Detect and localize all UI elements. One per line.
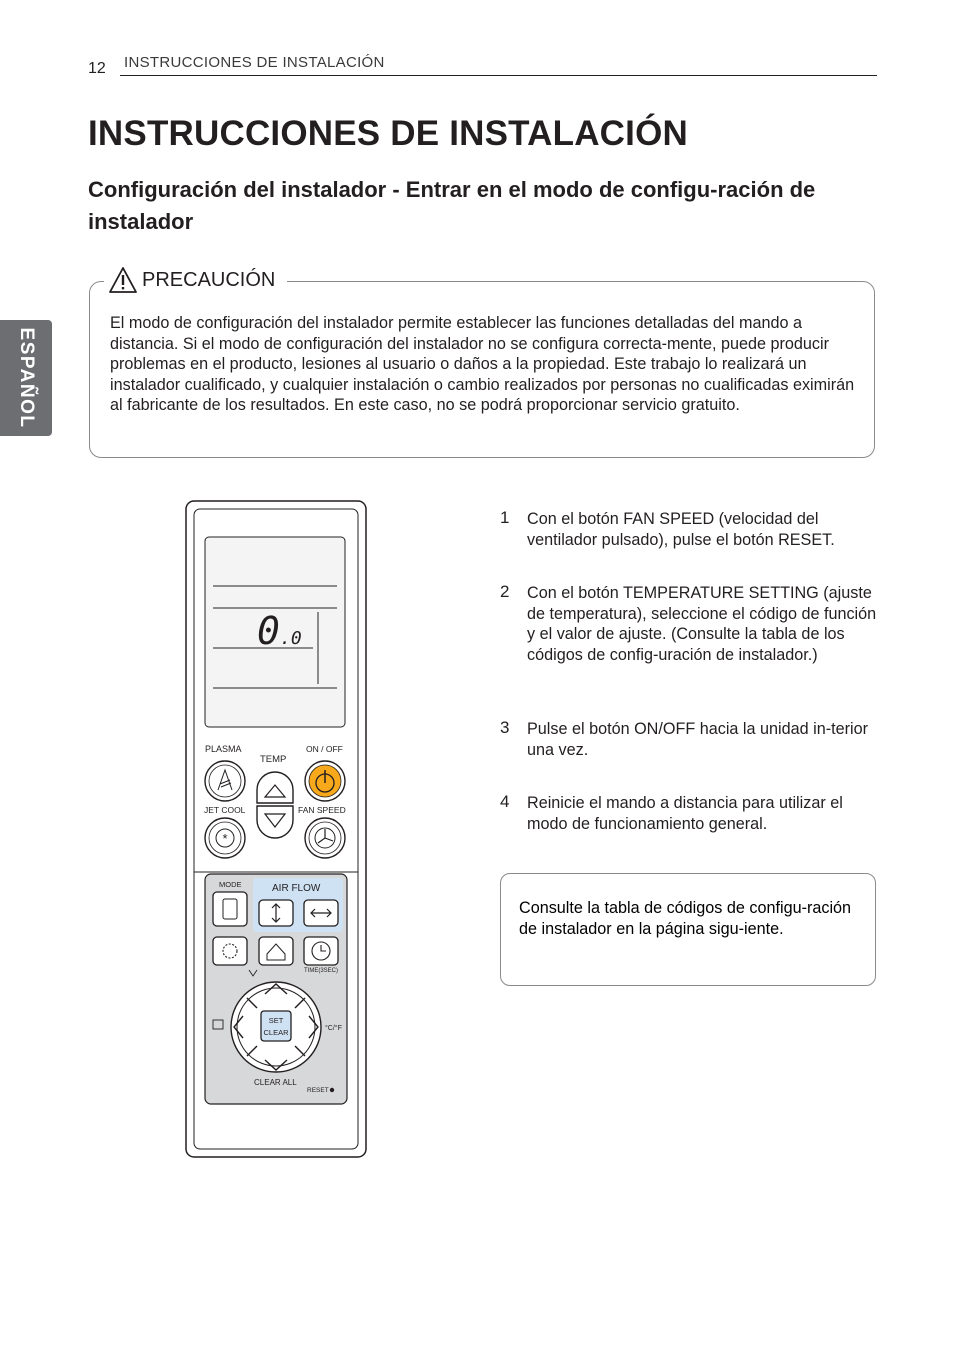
temp-unit-label: °C/°F — [325, 1025, 342, 1032]
jet-cool-label: JET COOL — [204, 805, 246, 815]
function-button[interactable] — [213, 937, 247, 965]
air-flow-horizontal-button[interactable] — [304, 900, 338, 926]
reset-button[interactable] — [330, 1088, 334, 1092]
caution-label: PRECAUCIÓN — [142, 268, 276, 291]
air-flow-label: AIR FLOW — [272, 883, 321, 894]
air-flow-vertical-button[interactable] — [259, 900, 293, 926]
time-label: TIME(3SEC) — [304, 968, 339, 974]
step-number: 2 — [500, 582, 510, 601]
on-off-label: ON / OFF — [306, 744, 343, 754]
page-title: INSTRUCCIONES DE INSTALACIÓN — [88, 114, 688, 153]
step-text: Con el botón FAN SPEED (velocidad del ventilador pulsado), pulse el botón RESET. — [527, 510, 835, 549]
header-rule — [120, 75, 877, 76]
step-number: 4 — [500, 792, 510, 811]
remote-control-illustration — [185, 500, 367, 1158]
running-title: INSTRUCCIONES DE INSTALACIÓN — [124, 54, 385, 71]
plasma-label: PLASMA — [205, 744, 242, 754]
caution-text: El modo de configuración del instalador permite establecer las funciones detalladas del mando a distancia. Si el modo de configuración del instalador no se configura correcta-mente, puede producir problemas en el producto, lesiones al usuario o daños a la propiedad. Este trabajo lo realizará un instalador cualificado, y cualquier instalación o cambio realizados por personas no cualificadas eximirán al fabricante de los resultados. En este caso, no se podrá proporcionar servicio gratuito. — [110, 314, 855, 415]
step-text: Con el botón TEMPERATURE SETTING (ajuste de temperatura), seleccione el código de función y el valor de ajuste. (Consulte la tabla de los códigos de config-uración de instalador.) — [527, 584, 877, 664]
temp-down-button[interactable] — [257, 806, 293, 838]
lcd-display — [205, 537, 345, 727]
language-tab — [0, 320, 52, 436]
step-text: Pulse el botón ON/OFF hacia la unidad in-terior una vez. — [527, 720, 869, 759]
clear-all-label: CLEAR ALL — [254, 1078, 297, 1087]
page-number: 12 — [88, 60, 106, 77]
mode-label: MODE — [219, 880, 242, 889]
temp-label: TEMP — [260, 754, 287, 765]
lcd-sub-digit: .0 — [280, 628, 302, 649]
jet-cool-button[interactable] — [205, 818, 245, 858]
language-tab-label: ESPAÑOL — [16, 327, 37, 429]
fan-speed-button[interactable] — [305, 818, 345, 858]
step-number: 3 — [500, 718, 510, 737]
temp-up-button[interactable] — [257, 772, 293, 803]
step-number: 1 — [500, 508, 510, 527]
section-title: Configuración del instalador - Entrar en el modo de configu-ración de instalador — [88, 177, 816, 234]
step-text: Reinicie el mando a distancia para utilizar el modo de funcionamiento general. — [527, 794, 843, 833]
svg-text:*: * — [222, 831, 228, 846]
clear-label: CLEAR — [263, 1028, 289, 1037]
note-text: Consulte la tabla de códigos de configu-ración de instalador en la página sigu-iente. — [519, 899, 852, 938]
plasma-button[interactable] — [205, 761, 245, 801]
room-temp-button[interactable] — [259, 937, 293, 965]
reset-label: RESET — [307, 1087, 329, 1094]
mode-button[interactable] — [213, 892, 247, 926]
warning-icon — [108, 266, 138, 294]
set-clear-button[interactable] — [261, 1011, 291, 1041]
set-label: SET — [268, 1016, 284, 1025]
on-off-button[interactable] — [305, 761, 345, 801]
timer-button[interactable] — [304, 937, 338, 965]
lcd-main-digit: 0 — [257, 609, 280, 653]
fan-speed-label: FAN SPEED — [298, 805, 346, 815]
caution-heading — [104, 266, 287, 294]
